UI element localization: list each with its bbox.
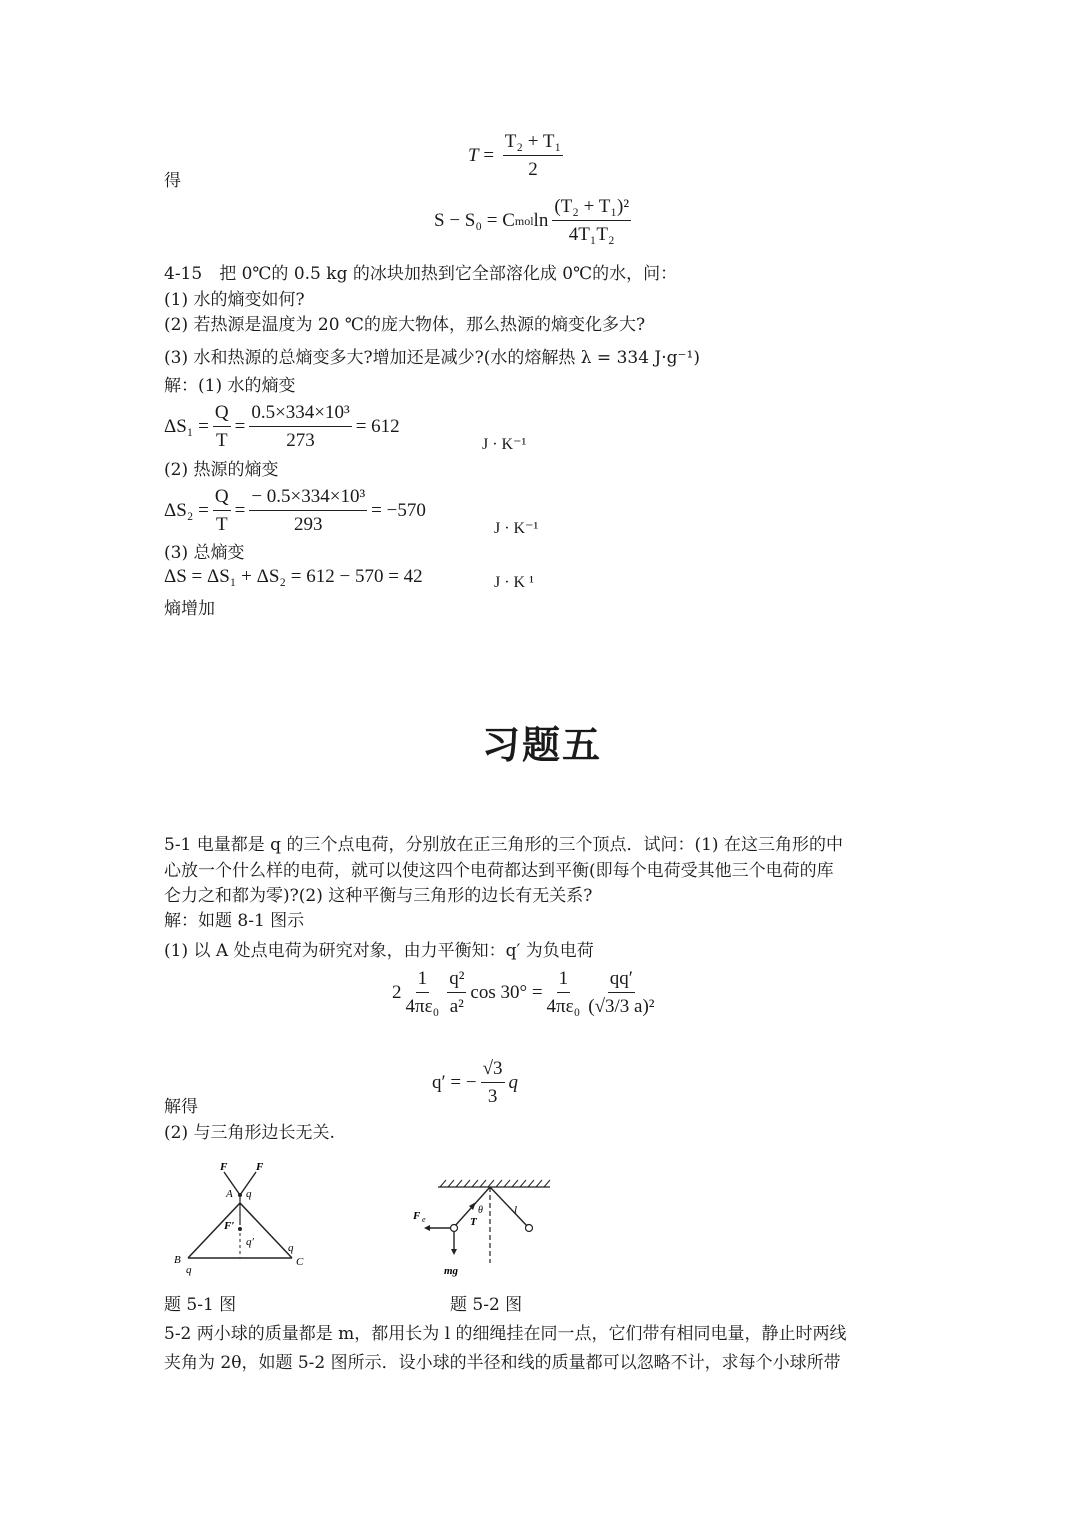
p52-statement-line-2: 夹角为 2θ，如题 5-2 图所示．设小球的半径和线的质量都可以忽略不计，求每个小球所带: [164, 1353, 841, 1373]
equation-force-balance: 2 $\frac{1}{\text{4πε₀}}$ $\frac{\text{q²}}{\text{a²}}$ cos 30° = $\frac{1}{\text{4πε₀}}$ $\frac{qq'}{\text{(√3/3 a)²}}$: [392, 968, 655, 1017]
p415-solution-2-heading: (2) 热源的熵变: [164, 460, 279, 480]
fig1-label-b: B: [174, 1254, 181, 1266]
p51-statement-line-1: 5-1 电量都是 q 的三个点电荷，分别放在正三角形的三个顶点．试问：(1) 在这三角形的中: [164, 835, 843, 855]
eq-T-numerator: T₂ + T₁: [503, 131, 563, 156]
figure-5-2-caption: 题 5-2 图: [450, 1295, 523, 1315]
p415-question-2: (2) 若热源是温度为 20 ℃的庞大物体，那么热源的熵变化多大?: [164, 315, 646, 335]
p51-statement-line-3: 仑力之和都为零)?(2) 这种平衡与三角形的边长有无关系?: [164, 886, 593, 906]
unit-ds-total: J · K ¹: [494, 574, 534, 591]
chapter-title: 习题五: [482, 723, 603, 767]
p51-step-1: (1) 以 A 处点电荷为研究对象，由力平衡知：q′ 为负电荷: [164, 941, 594, 961]
fig2-label-t: T: [470, 1216, 477, 1228]
p415-question-3: (3) 水和热源的总熵变多大?增加还是减少?(水的熔解热 λ = 334 J·g⁻¹): [164, 348, 700, 368]
p51-solution-heading: 解：如题 8-1 图示: [164, 911, 305, 931]
p51-step-2: (2) 与三角形边长无关.: [164, 1123, 335, 1143]
fig1-label-q-prime: q′: [246, 1236, 254, 1248]
fig1-label-q-top: q: [246, 1188, 252, 1200]
equation-q-prime: q′ = − $\frac{√3}{3}$ q: [432, 1058, 519, 1107]
equation-delta-s-total: ΔS = ΔS₁ + ΔS₂ = 612 − 570 = 42: [164, 566, 423, 587]
unit-ds2: J · K⁻¹: [494, 520, 539, 537]
fig2-label-l: l: [514, 1204, 518, 1216]
equation-delta-s1: ΔS₁ = $\frac{Q}{T}$ = $\frac{\text{0.5×334×10³}}{273}$ = 612: [164, 402, 400, 451]
fig1-label-f-left: F: [220, 1161, 228, 1173]
eq-S-denominator: 4T₁T₂: [568, 224, 615, 245]
p415-question-1: (1) 水的熵变如何?: [164, 290, 305, 310]
figure-5-1-caption: 题 5-1 图: [164, 1295, 237, 1315]
eq-T-denominator: 2: [528, 159, 538, 180]
equation-T: T = $\frac{\text{T₂ + T₁}}{2}$: [468, 131, 562, 180]
fig1-label-q-b: q: [186, 1264, 192, 1276]
de-label: 得: [164, 171, 181, 191]
unit-ds1: J · K⁻¹: [482, 436, 527, 453]
eq-S-numerator: (T₂ + T₁)²: [552, 196, 631, 221]
p415-solution-3-heading: (3) 总熵变: [164, 543, 245, 563]
fig2-label-e: e: [422, 1215, 426, 1224]
p415-solution-1-heading: 解：(1) 水的熵变: [164, 376, 296, 396]
p415-statement: 4-15 把 0℃的 0.5 kg 的冰块加热到它全部溶化成 0℃的水，问：: [164, 264, 678, 284]
figure-5-1-triangle: [170, 1155, 320, 1280]
fig1-label-q-c: q: [288, 1242, 294, 1254]
equation-delta-s2: ΔS₂ = $\frac{Q}{T}$ = $\frac{\text{− 0.5×334×10³}}{293}$ = −570: [164, 486, 426, 535]
fig1-label-f-prime: F′: [224, 1220, 235, 1232]
equation-entropy: S − S₀ = C mol ln $\frac{\text{(T₂ + T₁)²}}{\text{4T₁T₂}}$: [434, 196, 630, 245]
fig2-label-f: F: [413, 1210, 421, 1222]
fig1-label-f-right: F: [256, 1161, 264, 1173]
fig1-label-a: A: [226, 1188, 233, 1200]
fig2-label-theta: θ: [478, 1205, 483, 1216]
p415-conclusion: 熵增加: [164, 599, 215, 619]
fig1-label-c: C: [296, 1256, 304, 1268]
figure-5-2-pendulums: [410, 1175, 560, 1280]
p51-statement-line-2: 心放一个什么样的电荷，就可以使这四个电荷都达到平衡(即每个电荷受其他三个电荷的库: [164, 861, 834, 881]
p52-statement-line-1: 5-2 两小球的质量都是 m，都用长为 l 的细绳挂在同一点，它们带有相同电量，静止时两线: [164, 1324, 847, 1344]
fig2-label-mg: mg: [444, 1265, 459, 1277]
jiede-label: 解得: [164, 1097, 198, 1117]
